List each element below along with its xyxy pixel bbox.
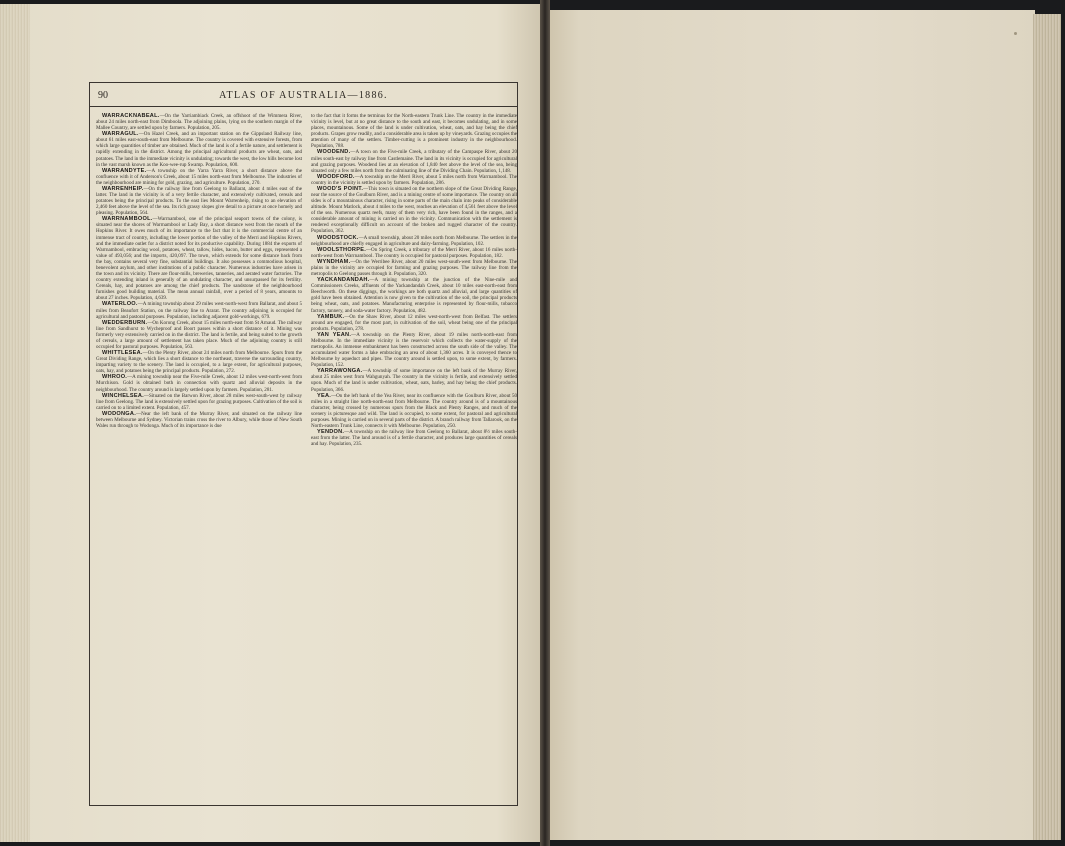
entry-description: —Situated on the Barwon River, about 28 miles west-south-west by railway line from Geelong. The land is extensively settled upon for grazing purposes. Cultivation of the soil is carried on to a limited extent. Population, 457.	[96, 392, 302, 411]
right-page-blank	[550, 10, 1035, 840]
entry-description: —A town on the Five-mile Creek, a tributary of the Campaspe River, about 20 miles south-east by railway line from Castlemaine. The land in its vicinity is occupied for agricultural and grazing purposes. Woodend lies at an elevation of 1,840 feet above the level of the sea, being situated only a few miles north from the culminating line of the Dividing Chain. Population, 1,148.	[311, 149, 517, 174]
gazetteer-entry	[311, 186, 517, 235]
gazetteer-entry	[96, 216, 302, 301]
gazetteer-entry	[311, 277, 517, 313]
entry-description: —A township on the Merri River, about 5 miles north from Warrnambool. The country in the vicinity is settled upon by farmers. Population, 286.	[311, 173, 517, 186]
entry-place-name: WOODSTOCK.	[317, 234, 359, 241]
gazetteer-entry	[311, 149, 517, 173]
header-rule	[89, 106, 518, 107]
entry-description: —A small township, about 20 miles north from Melbourne. The settlers in the neighbourhood are chiefly engaged in agriculture and dairy-farming. Population, 102.	[311, 234, 517, 247]
gazetteer-entry	[311, 174, 517, 186]
entry-place-name: WOOD'S POINT.	[317, 185, 364, 192]
entry-description: —A township of some importance on the left bank of the Murray River, about 25 miles west from Wahgunyah. The country in the vicinity is fertile, and extensively settled upon. Much of the land is under cultivation, wheat, oats, barley, and hay being the chief products. Population, 366.	[311, 368, 517, 393]
entry-description: —On the Shaw River, about 12 miles west-north-west from Belfast. The settlers around are engaged, for the most part, in cultivation of the soil, wheat being one of the principal products. Population, 278.	[311, 313, 517, 332]
entry-description: —On the left bank of the Yea River, near its confluence with the Goulburn River, about 50 miles in a straight line north-north-east from Melbourne. The country around is of a mountainous character, being crossed by numerous spurs from the Black and Plenty Ranges, and much of the scenery is picturesque and wild. The land is occupied, to some extent, for pastoral and agricultural purposes. Mining is carried on in several parts of the district. A branch railway from Tallarook, on the North-eastern Trunk Line, connects it with Melbourne. Population, 250.	[311, 392, 517, 429]
gazetteer-entry	[96, 131, 302, 167]
entry-place-name: WEDDERBURN.	[102, 319, 148, 326]
gazetteer-entry	[311, 247, 517, 259]
entry-description: —On Korong Creek, about 15 miles north-east from St Arnaud. The railway line from Sandhurst to Wycheproof and Boort passes within a short distance of it. Mining was formerly very extensively carried on in the district. The land is fertile, and being suited to the growth of cereals, a large amount of settlement has taken place. Much of the adjoining country is still occupied for pastoral purposes. Population, 563.	[96, 319, 302, 350]
entry-place-name: WARRENHEIP.	[102, 185, 144, 192]
entry-description: —On Hazel Creek, and an important station on the Gippsland Railway line, about 61 miles east-south-east from Melbourne. The country is covered with extensive forests, from which large quantities of timber are obtained. Much of the land is of a fertile nature, and settlement is rapidly extending in the district. Among the principal agricultural products are wheat, oats, and potatoes. The land in the immediate vicinity is undulating; towards the west, the low hills become lost in the vast marsh known as the Koo-wee-rup Swamp. Population, 600.	[96, 131, 302, 168]
text-column-left	[96, 113, 302, 429]
entry-description: —On the Werribee River, about 20 miles west-south-west from Melbourne. The plains in the vicinity are occupied for farming and grazing purposes. The railway line from the metropolis to Geelong passes through it. Population, 320.	[311, 258, 517, 278]
gazetteer-entry	[311, 429, 517, 447]
entry-description: —On the Yarriambiack Creek, an offshoot of the Wimmera River, about 24 miles north-east from Dimboola. The adjoining plains, lying on the southern margin of the Mallee Country, are settled upon by farmers. Population, 205.	[96, 113, 302, 132]
entry-place-name: YAN YEAN.	[317, 331, 352, 338]
entry-place-name: YEA.	[317, 392, 332, 399]
entry-place-name: WODONGA.	[102, 410, 137, 417]
entry-description: —A township on the railway line from Geelong to Ballarat, about 8½ miles south-east from the latter. The land around is of a fertile character, and produces large quantities of cereals and hay. Population, 235.	[311, 429, 517, 448]
entry-description: —On Spring Creek, a tributary of the Merri River, about 16 miles north-north-west from Warrnambool. The country is occupied for pastoral purposes. Population, 182.	[311, 246, 517, 259]
entry-place-name: WARRNAMBOOL.	[102, 216, 153, 223]
entry-description: —Warrnambool, one of the principal seaport towns of the colony, is situated near the shores of Warrnambool or Lady Bay, a short distance west from the mouth of the Hopkins River. It owes much of its importance to the fact that it is the commercial centre of an immense tract of country, including the lower portion of the valley of the Merri and Hopkins Rivers, and the immediate outlet for a district noted for its productive capability. During 1884 the exports of Warrnambool, embracing wool, potatoes, wheat, tallow, hides, bacon, butter and eggs, represented a value of 493,056; and the imports, 420,097. The town, which extends for some distance back from the bay, contains several very fine, substantial buildings. It also possesses a commodious hospital, benevolent asylum, and other institutions of a public character. Numerous industries have arisen in the town and its vicinity. There are flour-mills, breweries, tanneries, and aerated water factories. The country extending inland is generally of an undulating character, and unsurpassed for its fertility. Cereals, hay, and potatoes are among the chief products. The sandstone of the neighbourhood furnishes good building material. The mean annual rainfall, over a period of 8 years, amounts to about 27 inches. Population, 4,639.	[96, 216, 302, 302]
entry-description: to the fact that it forms the terminus for the North-eastern Trunk Line. The country in the immediate vicinity is level, but at no great distance to the south and east, it becomes undulating, and in some places, mountainous. Some of the land is under cultivation, wheat, oats, and hay being the chief products. Grapes grow readily, and a considerable area is taken up by vineyards. Grazing occupies the attention of many of the settlers. Timber-cutting is a prominent industry in the neighbourhood. Population, 788.	[311, 113, 517, 150]
gazetteer-entry	[311, 113, 517, 149]
entry-description: —A mining township about 29 miles west-north-west from Ballarat, and about 5 miles from Beaufort Station, on the railway line to Ararat. The country adjoining is occupied for agricultural and pastoral purposes. Population, including adjacent gold-workings, 679.	[96, 301, 302, 320]
entry-place-name: WHROO.	[102, 374, 128, 381]
entry-description: —On the Plenty River, about 24 miles north from Melbourne. Spurs from the Great Dividing Range, which lies a short distance to the northeast, traverse the surrounding country, imparting variety to the scenery. The land is occupied, to a large extent, for agricultural purposes, oats, hay, and potatoes being the principal products. Population, 272.	[96, 350, 302, 375]
entry-place-name: WARRANDYTE.	[102, 167, 147, 174]
entry-place-name: YARRAWONGA.	[317, 368, 363, 375]
entry-place-name: WYNDHAM.	[317, 258, 351, 265]
entry-place-name: WATERLOO.	[102, 301, 138, 308]
gazetteer-entry	[96, 186, 302, 216]
entry-place-name: WOOLSTHORPE.	[317, 246, 366, 253]
entry-place-name: WARRAGUL.	[102, 131, 139, 138]
entry-place-name: YAMBUK.	[317, 313, 345, 320]
entry-place-name: YENDON.	[317, 429, 345, 436]
page-edges	[0, 4, 30, 842]
entry-place-name: WINCHELSEA.	[102, 392, 144, 399]
entry-description: —Near the left bank of the Murray River, and situated on the railway line between Melbourne and Sydney. Victorian trains cross the river to Albury, while those of New South Wales run through to Wodonga. Much of its importance is due	[96, 410, 302, 429]
gazetteer-entry	[311, 314, 517, 332]
gazetteer-entry	[311, 259, 517, 277]
text-column-right	[311, 113, 517, 447]
running-head: ATLAS OF AUSTRALIA—1886.	[219, 90, 388, 101]
entry-place-name: WOODEND.	[317, 149, 351, 156]
entry-description: —A mining township near the Five-mile Creek, about 12 miles west-north-west from Murchison. Gold is obtained both in connection with quartz and alluvial deposits in the neighbourhood. The country around is largely settled upon by farmers. Population, 281.	[96, 374, 302, 393]
entry-description: —This town is situated on the northern slope of the Great Dividing Range, near the source of the Goulburn River, and is a mining centre of some importance. The country on all sides is of a mountainous character, rising in some parts of the main chain into peaks of considerable altitude. Mount Matlock, about 4 miles to the west, reaches an elevation of 4,561 feet above the level of the sea. Numerous quartz reefs, many of them very rich, have been found in the ranges, and a considerable amount of mining is carried on in the vicinity. Communication with the settlement is rendered exceptionally difficult on account of the broken and rugged character of the country. Population, 362.	[311, 185, 517, 235]
book-gutter	[540, 0, 550, 846]
entry-description: —A township on the Plenty River, about 19 miles north-north-east from Melbourne. In the immediate vicinity is the reservoir which collects the water-supply of the metropolis. An immense embankment has been constructed across the south side of the valley. The accumulated water forms a lake embracing an area of about 1,360 acres. It is conveyed thence to Melbourne by aqueduct and pipes. The country around is settled upon, to some extent, by farmers. Population, 152.	[311, 331, 517, 369]
entry-place-name: WHITTLESEA.	[102, 350, 143, 357]
gazetteer-entry	[96, 374, 302, 392]
entry-description: —A township on the Yarra Yarra River, a short distance above the confluence with it of Anderson's Creek, about 15 miles north-east from Melbourne. The industries of the neighbourhood are mining for gold, grazing, and agriculture. Population, 270.	[96, 167, 302, 186]
right-page-edges	[1033, 14, 1061, 840]
entry-description: —On the railway line from Geelong to Ballarat, about 4 miles east of the latter. The land in the vicinity is of a very fertile character, and extensively cultivated, cereals and potatoes being the principal products. To the east lies Mount Warrenheip, rising to an elevation of 2,460 feet above the level of the sea. Its rich grassy slopes give detail to a picture at once homely and pleasing. Population, 564.	[96, 185, 302, 217]
entry-place-name: YACKANDANDAH.	[317, 277, 370, 284]
gazetteer-entry	[96, 393, 302, 411]
gazetteer-entry	[311, 368, 517, 392]
gazetteer-entry	[311, 393, 517, 429]
entry-place-name: WARRACKNABEAL.	[102, 113, 160, 119]
entry-description: —A mining township at the junction of the Nine-mile and Commissioners Creeks, affluents of the Yackandandah Creek, about 10 miles east-north-east from Beechworth. On these diggings, the workings are both quartz and alluvial, and large quantities of gold have been obtained. Attention is now given to the cultivation of the soil, the principal products being wheat, oats, and potatoes. Manufacturing enterprise is represented by flour-mills, tobacco factory, tannery, and soda-water factory. Population, 482.	[311, 277, 517, 314]
page-mark	[1014, 32, 1017, 35]
gazetteer-entry	[96, 168, 302, 186]
entry-place-name: WOODFORD.	[317, 173, 355, 180]
page-number: 90	[98, 90, 108, 101]
gazetteer-entry	[96, 301, 302, 319]
gazetteer-entry	[96, 411, 302, 429]
gazetteer-entry	[311, 235, 517, 247]
gazetteer-entry	[96, 320, 302, 350]
gazetteer-entry	[96, 113, 302, 131]
gazetteer-entry	[311, 332, 517, 368]
gazetteer-entry	[96, 350, 302, 374]
